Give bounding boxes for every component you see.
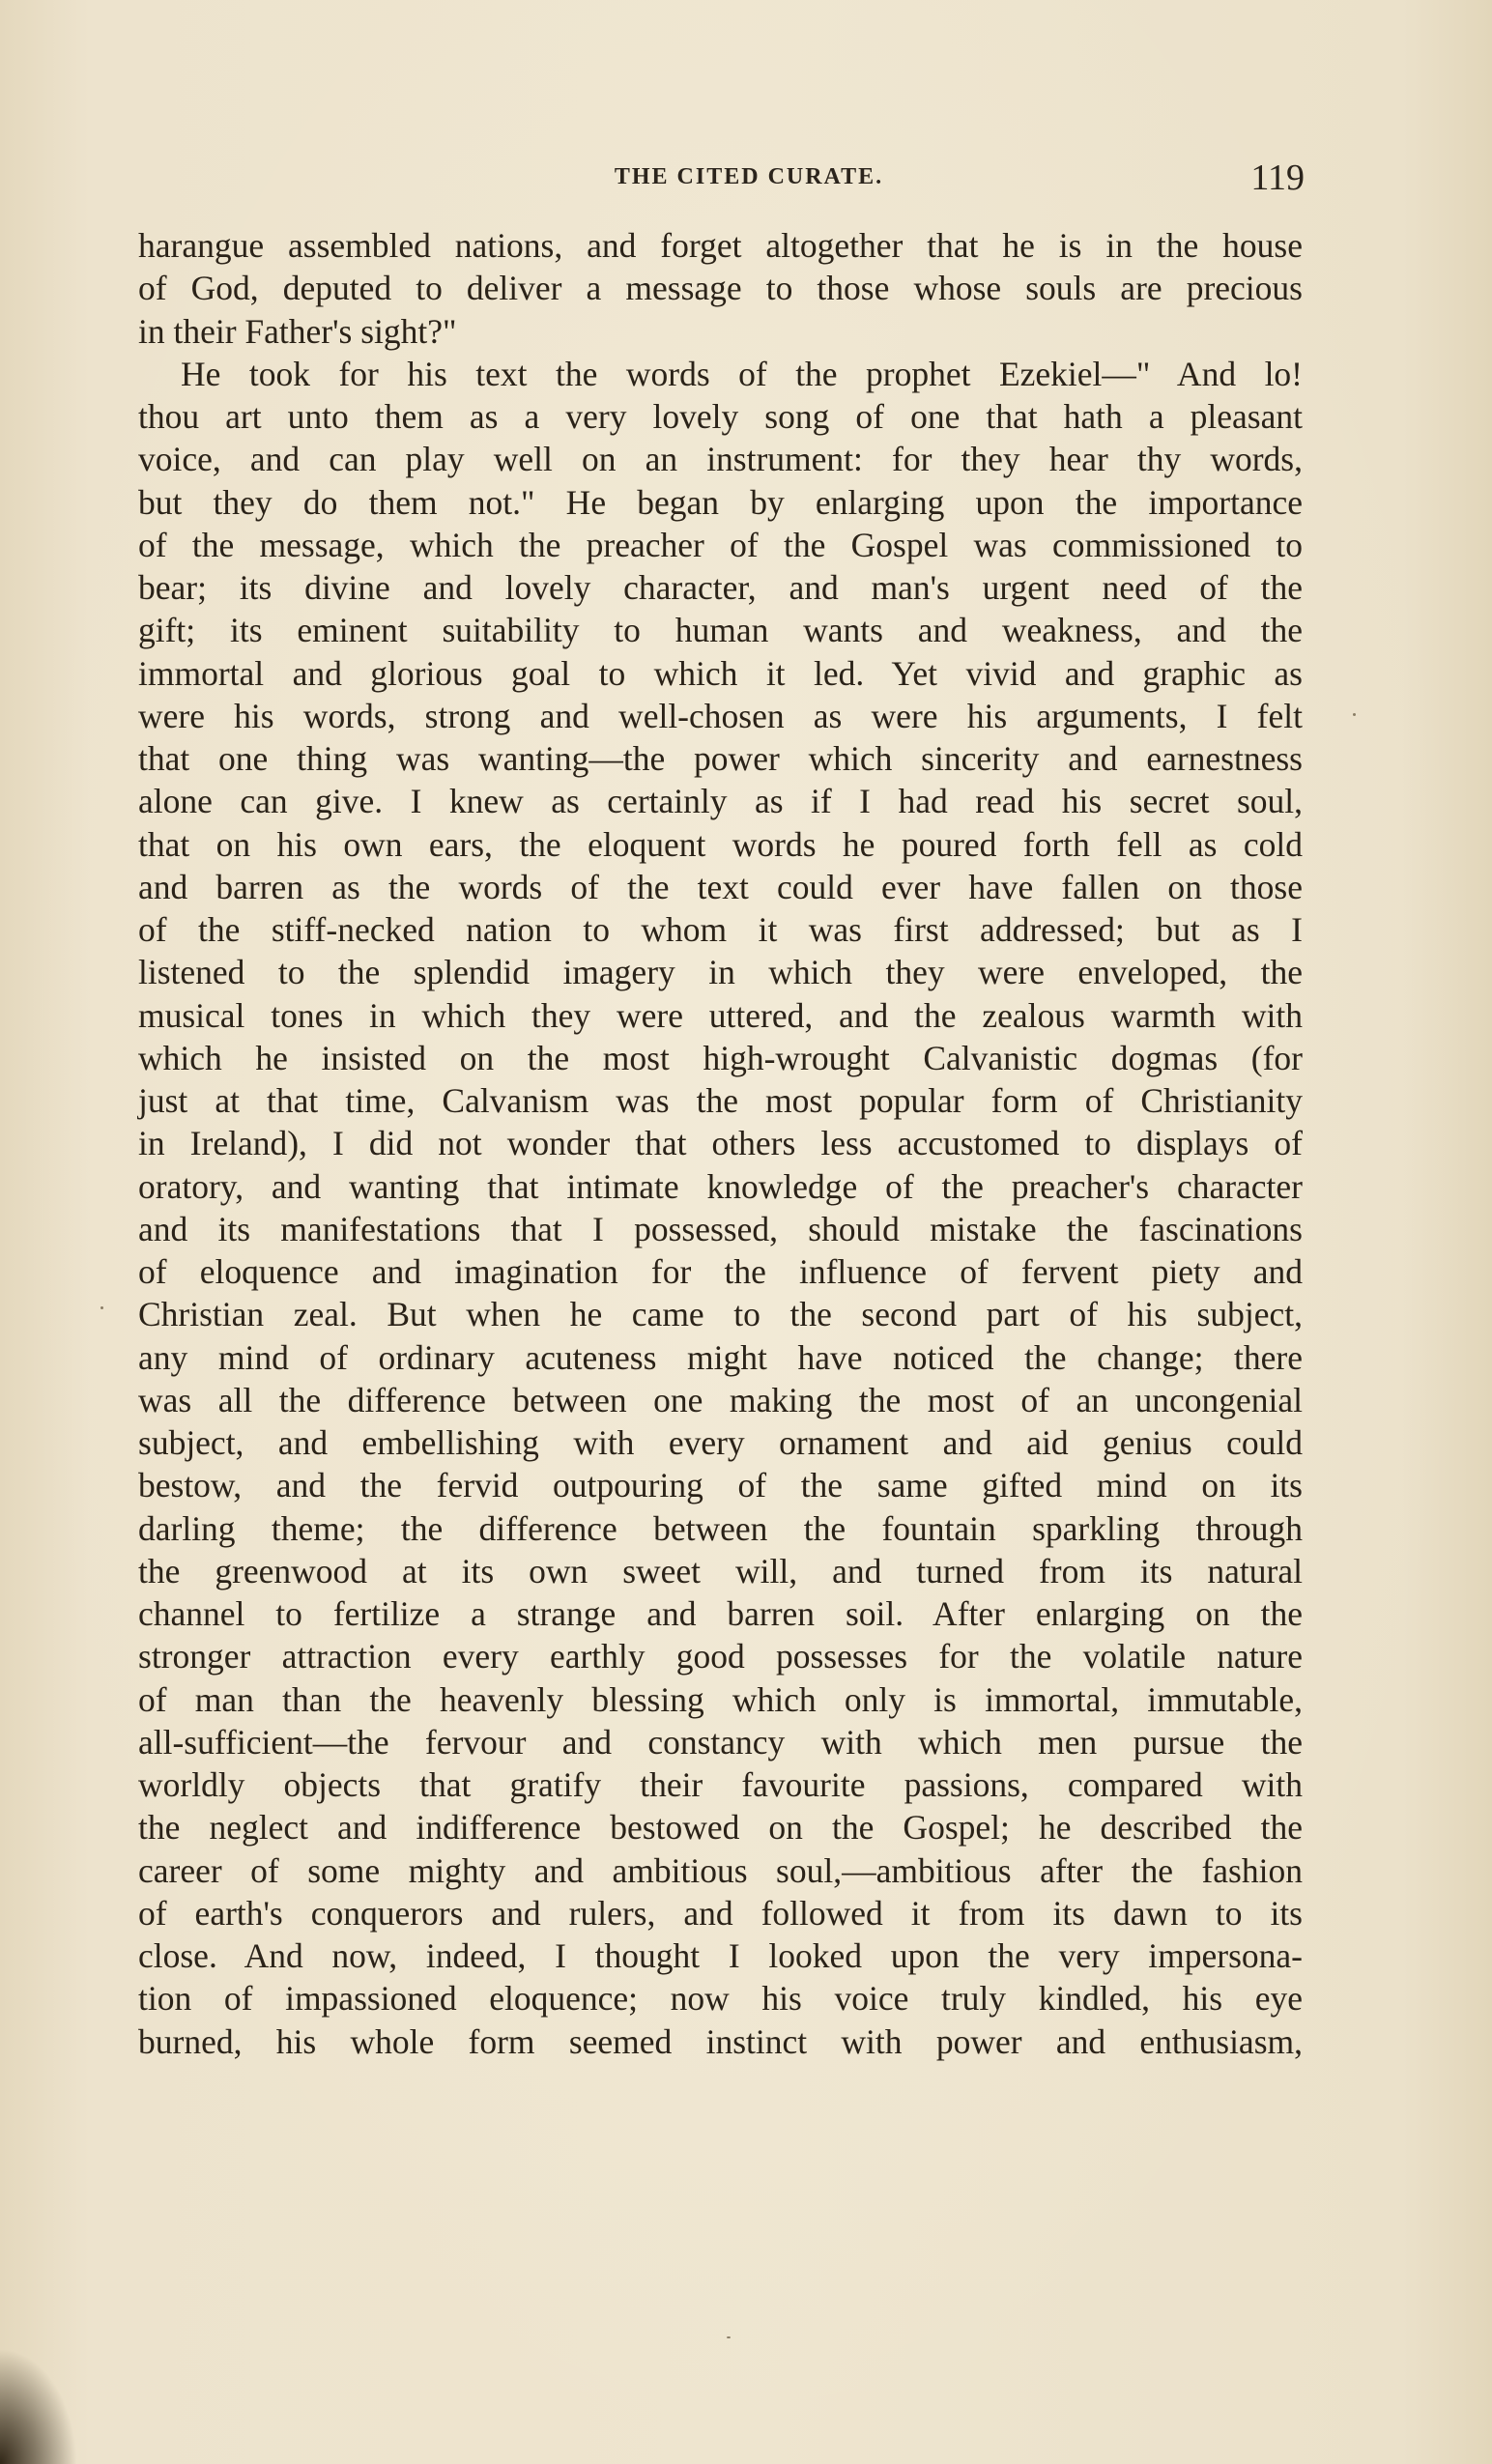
text-line: voice, and can play well on an instrument: for they hear thy words, xyxy=(138,440,1303,479)
page-header xyxy=(193,157,1305,205)
text-line: harangue assembled nations, and forget altogether that he is in the house xyxy=(138,226,1303,265)
text-line: oratory, and wanting that intimate knowledge of the preacher's character xyxy=(138,1166,1303,1206)
text-line: of the stiff-necked nation to whom it was first addressed; but as I xyxy=(138,910,1303,949)
text-line: that on his own ears, the eloquent words he poured forth fell as cold xyxy=(138,824,1303,864)
text-line: close. And now, indeed, I thought I looked upon the very impersona- xyxy=(138,1936,1303,1975)
text-line: just at that time, Calvanism was the most popular form of Christianity xyxy=(138,1081,1303,1120)
text-line: gift; its eminent suitability to human wants and weakness, and the xyxy=(138,611,1303,650)
text-line: bear; its divine and lovely character, and man's urgent need of the xyxy=(138,568,1303,607)
text-line: in Ireland), I did not wonder that others less accustomed to displays of xyxy=(138,1124,1303,1163)
text-line: alone can give. I knew as certainly as if I had read his secret soul, xyxy=(138,782,1303,821)
text-line: and barren as the words of the text could ever have fallen on those xyxy=(138,867,1303,906)
text-line: and its manifestations that I possessed, should mistake the fascinations xyxy=(138,1209,1303,1248)
text-line: of eloquence and imagination for the influence of fervent piety and xyxy=(138,1252,1303,1291)
text-line: musical tones in which they were uttered, and the zealous warmth with xyxy=(138,995,1303,1035)
text-line: of God, deputed to deliver a message to those whose souls are precious xyxy=(138,269,1303,308)
page-corner-shadow xyxy=(0,2348,77,2464)
running-title: THE CITED CURATE. xyxy=(614,164,884,189)
text-line: subject, and embellishing with every ornament and aid genius could xyxy=(138,1423,1303,1462)
text-line: but they do them not." He began by enlarging upon the importance xyxy=(138,482,1303,522)
text-line: in their Father's sight?" xyxy=(138,311,457,351)
text-line: thou art unto them as a very lovely song of one that hath a pleasant xyxy=(138,397,1303,436)
text-line: career of some mighty and ambitious soul,—ambitious after the fashion xyxy=(138,1850,1303,1890)
text-line: were his words, strong and well-chosen as were his arguments, I felt xyxy=(138,696,1303,735)
text-line: all-sufficient—the fervour and constancy with which men pursue the xyxy=(138,1722,1303,1762)
text-line: worldly objects that gratify their favourite passions, compared with xyxy=(138,1765,1303,1804)
text-line: burned, his whole form seemed instinct with power and enthusiasm, xyxy=(138,2021,1303,2061)
body-text xyxy=(138,224,1303,2063)
text-line: the neglect and indifference bestowed on the Gospel; he described the xyxy=(138,1808,1303,1848)
paragraph-start-line: He took for his text the words of the prophet Ezekiel—" And lo! xyxy=(181,354,1303,393)
page-number: 119 xyxy=(1250,158,1305,198)
text-line: tion of impassioned eloquence; now his voice truly kindled, his eye xyxy=(138,1979,1303,2019)
text-line: darling theme; the difference between the fountain sparkling through xyxy=(138,1508,1303,1548)
text-line: bestow, and the fervid outpouring of the same gifted mind on its xyxy=(138,1466,1303,1505)
text-line: listened to the splendid imagery in which they were enveloped, the xyxy=(138,953,1303,992)
text-line: Christian zeal. But when he came to the second part of his subject, xyxy=(138,1295,1303,1334)
text-line: that one thing was wanting—the power which sincerity and earnestness xyxy=(138,739,1303,778)
text-line: of man than the heavenly blessing which only is immortal, immutable, xyxy=(138,1679,1303,1719)
text-line: any mind of ordinary acuteness might have noticed the change; there xyxy=(138,1337,1303,1377)
text-line: which he insisted on the most high-wrought Calvanistic dogmas (for xyxy=(138,1038,1303,1077)
text-line: of earth's conquerors and rulers, and followed it from its dawn to its xyxy=(138,1893,1303,1933)
text-line: the greenwood at its own sweet will, and turned from its natural xyxy=(138,1551,1303,1590)
text-line: stronger attraction every earthly good possesses for the volatile nature xyxy=(138,1637,1303,1676)
text-line: was all the difference between one making the most of an uncongenial xyxy=(138,1380,1303,1419)
text-line: channel to fertilize a strange and barren soil. After enlarging on the xyxy=(138,1594,1303,1633)
text-line: of the message, which the preacher of the Gospel was commissioned to xyxy=(138,525,1303,564)
text-line: immortal and glorious goal to which it led. Yet vivid and graphic as xyxy=(138,653,1303,693)
